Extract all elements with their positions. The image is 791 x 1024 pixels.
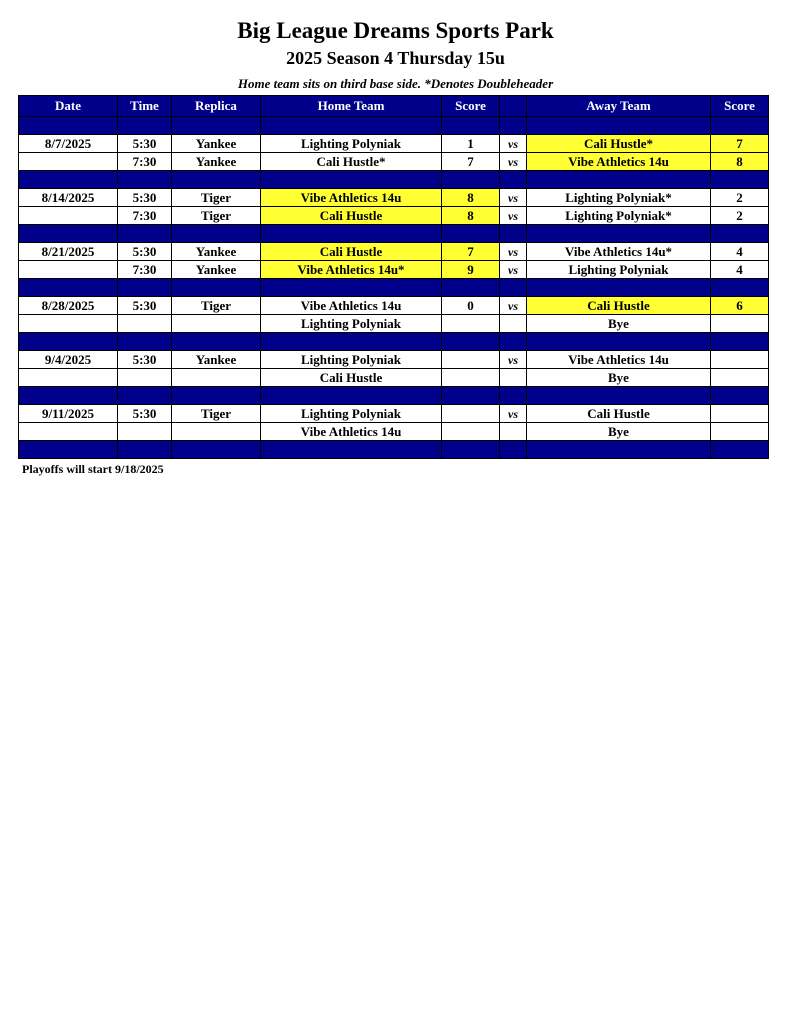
replica-cell: Yankee	[172, 153, 261, 171]
page-subtitle: 2025 Season 4 Thursday 15u	[286, 48, 505, 68]
separator-cell	[442, 279, 500, 297]
date-cell: 8/28/2025	[19, 297, 118, 315]
replica-cell: Yankee	[172, 243, 261, 261]
separator-cell	[711, 171, 769, 189]
vs-cell: vs	[500, 405, 527, 423]
col-header-home-team: Home Team	[261, 96, 442, 117]
replica-cell: Yankee	[172, 351, 261, 369]
home-score-cell	[442, 315, 500, 333]
away-score-cell	[711, 369, 769, 387]
away-team-cell: Vibe Athletics 14u	[527, 351, 711, 369]
date-cell: 9/11/2025	[19, 405, 118, 423]
date-cell	[19, 207, 118, 225]
replica-cell: Yankee	[172, 261, 261, 279]
separator-cell	[19, 279, 118, 297]
separator-cell	[500, 387, 527, 405]
replica-cell: Tiger	[172, 207, 261, 225]
vs-cell: vs	[500, 135, 527, 153]
separator-cell	[500, 225, 527, 243]
schedule-body	[19, 117, 769, 459]
game-row	[19, 423, 769, 441]
vs-cell: vs	[500, 189, 527, 207]
home-score-cell	[442, 369, 500, 387]
home-team-cell: Cali Hustle	[261, 243, 442, 261]
away-score-cell	[711, 315, 769, 333]
separator-cell	[442, 387, 500, 405]
separator-cell	[172, 171, 261, 189]
home-team-cell: Lighting Polyniak	[261, 405, 442, 423]
away-team-cell: Cali Hustle	[527, 405, 711, 423]
time-cell: 5:30	[118, 135, 172, 153]
home-team-cell: Lighting Polyniak	[261, 315, 442, 333]
time-cell: 5:30	[118, 243, 172, 261]
date-cell	[19, 315, 118, 333]
separator-cell	[711, 225, 769, 243]
separator-cell	[500, 441, 527, 459]
col-header-vs	[500, 96, 527, 117]
date-cell	[19, 261, 118, 279]
separator-cell	[527, 279, 711, 297]
separator-cell	[711, 279, 769, 297]
separator-cell	[261, 441, 442, 459]
home-team-cell: Vibe Athletics 14u	[261, 189, 442, 207]
away-team-cell: Lighting Polyniak*	[527, 189, 711, 207]
home-team-cell: Vibe Athletics 14u	[261, 297, 442, 315]
home-team-cell: Vibe Athletics 14u	[261, 423, 442, 441]
separator-cell	[442, 117, 500, 135]
away-score-cell: 2	[711, 207, 769, 225]
separator-cell	[711, 333, 769, 351]
separator-cell	[261, 333, 442, 351]
time-cell	[118, 315, 172, 333]
vs-cell	[500, 423, 527, 441]
game-row	[19, 207, 769, 225]
schedule-table	[18, 95, 769, 459]
game-row	[19, 189, 769, 207]
separator-cell	[527, 117, 711, 135]
separator-row	[19, 387, 769, 405]
vs-cell: vs	[500, 297, 527, 315]
away-score-cell: 8	[711, 153, 769, 171]
separator-cell	[527, 333, 711, 351]
separator-cell	[19, 117, 118, 135]
home-score-cell	[442, 405, 500, 423]
separator-cell	[442, 171, 500, 189]
separator-cell	[172, 279, 261, 297]
date-cell: 8/7/2025	[19, 135, 118, 153]
home-score-cell: 8	[442, 207, 500, 225]
vs-cell	[500, 315, 527, 333]
home-score-cell: 1	[442, 135, 500, 153]
separator-cell	[261, 225, 442, 243]
away-score-cell	[711, 405, 769, 423]
vs-cell: vs	[500, 351, 527, 369]
separator-cell	[442, 225, 500, 243]
home-score-cell: 8	[442, 189, 500, 207]
away-score-cell	[711, 423, 769, 441]
separator-cell	[118, 333, 172, 351]
separator-cell	[261, 117, 442, 135]
away-team-cell: Vibe Athletics 14u*	[527, 243, 711, 261]
separator-cell	[118, 171, 172, 189]
time-cell	[118, 369, 172, 387]
separator-cell	[711, 387, 769, 405]
away-team-cell: Cali Hustle	[527, 297, 711, 315]
game-row	[19, 315, 769, 333]
vs-cell: vs	[500, 153, 527, 171]
vs-cell: vs	[500, 243, 527, 261]
away-score-cell: 4	[711, 243, 769, 261]
home-team-cell: Cali Hustle	[261, 369, 442, 387]
away-score-cell: 7	[711, 135, 769, 153]
separator-row	[19, 333, 769, 351]
separator-cell	[442, 333, 500, 351]
separator-cell	[711, 117, 769, 135]
time-cell: 5:30	[118, 405, 172, 423]
separator-cell	[19, 225, 118, 243]
separator-cell	[261, 279, 442, 297]
col-header-home-score: Score	[442, 96, 500, 117]
separator-cell	[118, 279, 172, 297]
separator-cell	[500, 279, 527, 297]
separator-row	[19, 225, 769, 243]
home-score-cell: 7	[442, 243, 500, 261]
home-score-cell	[442, 351, 500, 369]
game-row	[19, 243, 769, 261]
replica-cell: Tiger	[172, 405, 261, 423]
separator-cell	[172, 117, 261, 135]
home-score-cell	[442, 423, 500, 441]
schedule-note: Home team sits on third base side. *Denotes Doubleheader	[237, 76, 554, 91]
home-team-cell: Vibe Athletics 14u*	[261, 261, 442, 279]
game-row	[19, 405, 769, 423]
separator-cell	[19, 171, 118, 189]
separator-row	[19, 171, 769, 189]
home-score-cell: 7	[442, 153, 500, 171]
replica-cell	[172, 423, 261, 441]
separator-cell	[261, 171, 442, 189]
separator-row	[19, 279, 769, 297]
separator-cell	[500, 117, 527, 135]
separator-row	[19, 117, 769, 135]
separator-cell	[118, 441, 172, 459]
home-team-cell: Cali Hustle*	[261, 153, 442, 171]
time-cell: 5:30	[118, 297, 172, 315]
game-row	[19, 351, 769, 369]
time-cell: 7:30	[118, 261, 172, 279]
away-team-cell: Lighting Polyniak*	[527, 207, 711, 225]
col-header-time: Time	[118, 96, 172, 117]
vs-cell: vs	[500, 207, 527, 225]
separator-cell	[172, 387, 261, 405]
away-score-cell: 2	[711, 189, 769, 207]
away-team-cell: Bye	[527, 423, 711, 441]
separator-cell	[527, 225, 711, 243]
separator-cell	[442, 441, 500, 459]
home-team-cell: Lighting Polyniak	[261, 135, 442, 153]
replica-cell	[172, 369, 261, 387]
away-score-cell: 6	[711, 297, 769, 315]
away-score-cell: 4	[711, 261, 769, 279]
game-row	[19, 369, 769, 387]
col-header-replica: Replica	[172, 96, 261, 117]
separator-cell	[118, 117, 172, 135]
replica-cell: Yankee	[172, 135, 261, 153]
separator-cell	[172, 333, 261, 351]
playoffs-note: Playoffs will start 9/18/2025	[22, 462, 164, 476]
date-cell	[19, 153, 118, 171]
replica-cell: Tiger	[172, 297, 261, 315]
time-cell	[118, 423, 172, 441]
separator-cell	[172, 225, 261, 243]
replica-cell: Tiger	[172, 189, 261, 207]
separator-cell	[118, 387, 172, 405]
col-header-away-score: Score	[711, 96, 769, 117]
separator-cell	[19, 333, 118, 351]
home-score-cell: 9	[442, 261, 500, 279]
game-row	[19, 153, 769, 171]
col-header-date: Date	[19, 96, 118, 117]
away-team-cell: Cali Hustle*	[527, 135, 711, 153]
time-cell: 5:30	[118, 189, 172, 207]
home-score-cell: 0	[442, 297, 500, 315]
separator-cell	[172, 441, 261, 459]
date-cell	[19, 369, 118, 387]
page-title: Big League Dreams Sports Park	[237, 18, 554, 43]
separator-cell	[711, 441, 769, 459]
vs-cell	[500, 369, 527, 387]
away-team-cell: Bye	[527, 369, 711, 387]
time-cell: 5:30	[118, 351, 172, 369]
date-cell: 8/14/2025	[19, 189, 118, 207]
col-header-away-team: Away Team	[527, 96, 711, 117]
separator-cell	[500, 171, 527, 189]
separator-row	[19, 441, 769, 459]
separator-cell	[527, 441, 711, 459]
away-team-cell: Bye	[527, 315, 711, 333]
time-cell: 7:30	[118, 153, 172, 171]
separator-cell	[527, 171, 711, 189]
date-cell: 8/21/2025	[19, 243, 118, 261]
replica-cell	[172, 315, 261, 333]
separator-cell	[118, 225, 172, 243]
vs-cell: vs	[500, 261, 527, 279]
separator-cell	[261, 387, 442, 405]
game-row	[19, 297, 769, 315]
away-team-cell: Lighting Polyniak	[527, 261, 711, 279]
separator-cell	[19, 441, 118, 459]
date-cell: 9/4/2025	[19, 351, 118, 369]
away-score-cell	[711, 351, 769, 369]
separator-cell	[19, 387, 118, 405]
game-row	[19, 261, 769, 279]
game-row	[19, 135, 769, 153]
home-team-cell: Lighting Polyniak	[261, 351, 442, 369]
header-row	[19, 96, 769, 117]
date-cell	[19, 423, 118, 441]
separator-cell	[527, 387, 711, 405]
separator-cell	[500, 333, 527, 351]
time-cell: 7:30	[118, 207, 172, 225]
home-team-cell: Cali Hustle	[261, 207, 442, 225]
away-team-cell: Vibe Athletics 14u	[527, 153, 711, 171]
